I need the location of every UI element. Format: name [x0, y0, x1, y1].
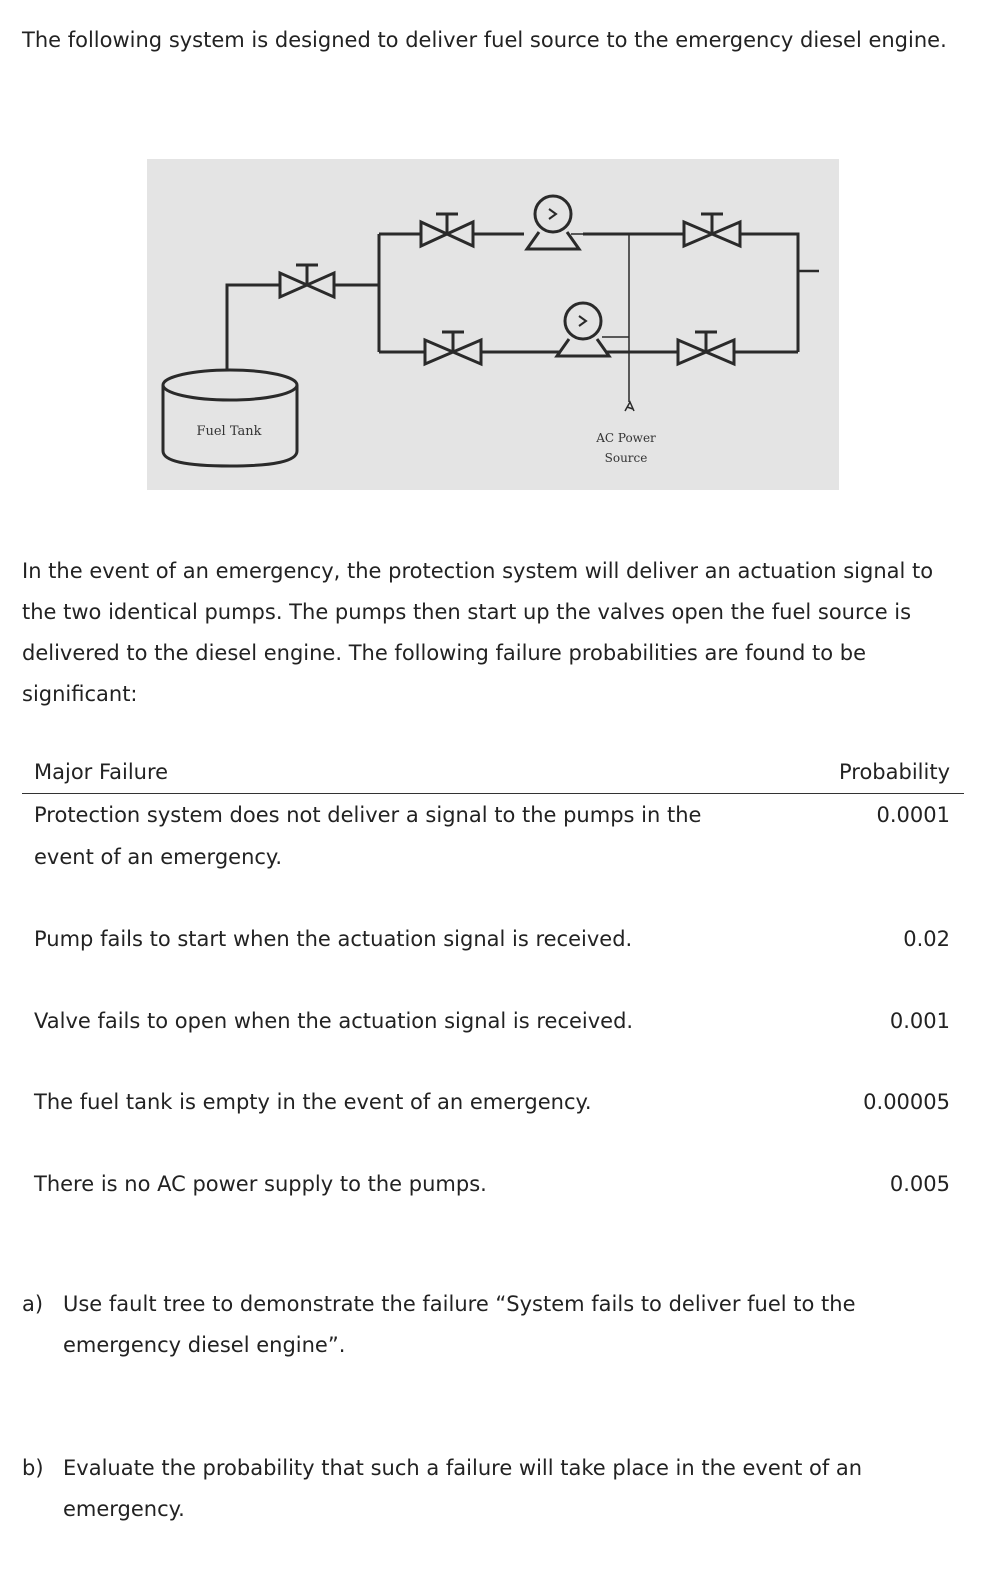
failure-cell: Protection system does not deliver a signal to the pumps in the event of an emergency. — [34, 803, 702, 869]
upper-pump-icon — [527, 196, 579, 249]
intro-paragraph: The following system is designed to deliver fuel source to the emergency diesel engine. — [22, 28, 947, 52]
fuel-tank — [163, 370, 297, 466]
probability-cell: 0.00005 — [863, 1090, 950, 1114]
description-paragraph: In the event of an emergency, the protection system will deliver an actuation signal to the two identical pumps. The pumps then start up the valves open the fuel source is delivered to the diesel engine. The following failure probabilities are found to be significant: — [22, 559, 934, 706]
ac-power-label-line1: AC Power — [596, 431, 656, 445]
fuel-tank-label: Fuel Tank — [196, 424, 262, 439]
lower-inlet-valve-icon — [425, 332, 481, 364]
upper-inlet-valve-icon — [421, 214, 473, 246]
failure-cell: Valve fails to open when the actuation signal is received. — [34, 1009, 634, 1033]
question-b-text: Evaluate the probability that such a failure will take place in the event of an emergency. — [63, 1456, 863, 1521]
failure-probability-table — [22, 753, 964, 1196]
probability-cell: 0.0001 — [876, 803, 950, 827]
failure-cell: Pump fails to start when the actuation signal is received. — [34, 927, 633, 951]
question-a-text: Use fault tree to demonstrate the failure “System fails to deliver fuel to the emergency diesel engine”. — [63, 1292, 856, 1357]
header-major-failure: Major Failure — [34, 760, 169, 784]
main-valve-icon — [280, 265, 334, 297]
failure-cell: There is no AC power supply to the pumps. — [34, 1172, 487, 1196]
supply-pipe — [227, 234, 379, 370]
upper-outlet-valve-icon — [684, 214, 740, 246]
question-b-label: b) — [22, 1456, 44, 1480]
lower-outlet-valve-icon — [678, 332, 734, 364]
probability-cell: 0.005 — [889, 1172, 950, 1196]
table-header — [22, 753, 964, 794]
header-probability: Probability — [838, 760, 950, 784]
fuel-system-diagram — [147, 159, 839, 490]
ac-power-label-line2: Source — [604, 451, 648, 465]
probability-cell: 0.02 — [903, 927, 950, 951]
failure-cell: The fuel tank is empty in the event of an emergency. — [34, 1090, 592, 1114]
probability-cell: 0.001 — [889, 1009, 950, 1033]
question-a-label: a) — [22, 1292, 44, 1316]
lower-pump-icon — [557, 303, 609, 356]
